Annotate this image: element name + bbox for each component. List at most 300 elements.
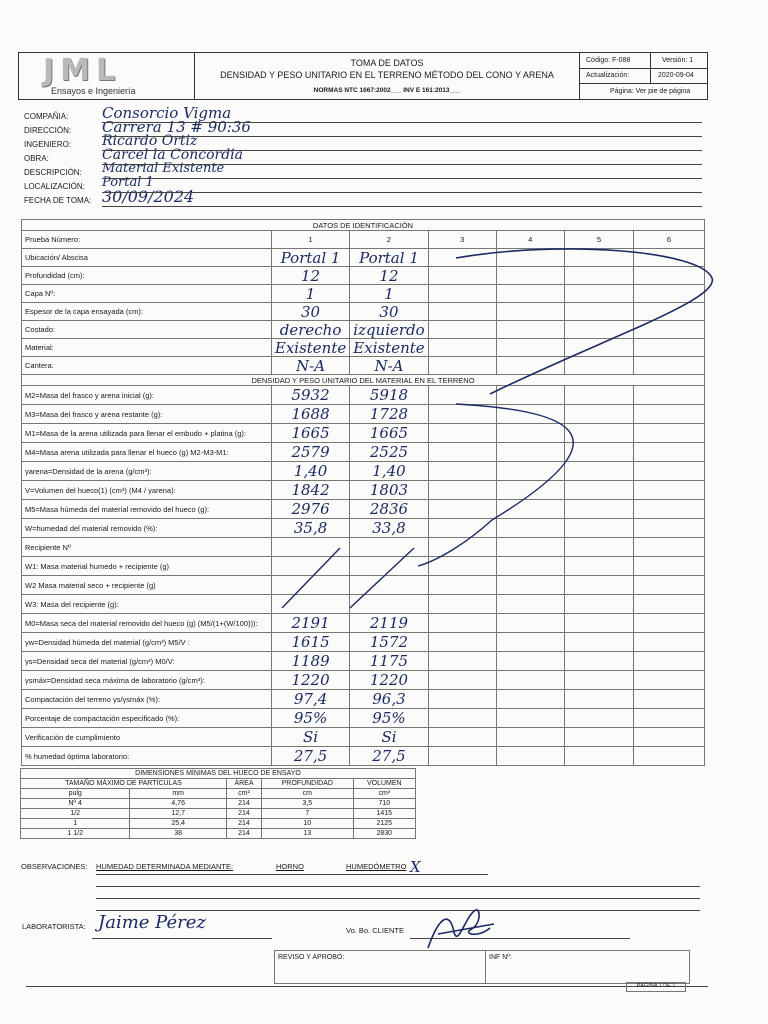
empty-cell	[564, 321, 633, 339]
density-value-v1: 2191	[271, 614, 349, 633]
density-label: M3=Masa del frasco y arena restante (g):	[22, 405, 272, 424]
empty-cell	[428, 595, 496, 614]
page-ref: Página: Ver pie de página	[610, 88, 691, 95]
empty-cell	[428, 690, 496, 709]
density-label: γw=Densidad húmeda del material (g/cm³) M5/V :	[22, 633, 272, 652]
empty-cell	[633, 285, 704, 303]
density-label: M0=Masa seca del material removido del hueco (g) (M5/(1+(W/100))):	[22, 614, 272, 633]
density-label: V=Volumen del hueco(1) (cm³) (M4 / γarena):	[22, 481, 272, 500]
empty-cell	[428, 481, 496, 500]
code: Código: F-088	[586, 57, 631, 64]
empty-cell	[633, 709, 704, 728]
id-label: Costado:	[22, 321, 272, 339]
empty-cell	[633, 557, 704, 576]
density-value-v2: 2836	[350, 500, 428, 519]
dim-cell: Nº 4	[21, 799, 130, 809]
id-value-v1: Existente	[271, 339, 349, 357]
density-row	[22, 424, 705, 443]
density-row	[22, 405, 705, 424]
density-row	[22, 481, 705, 500]
density-row	[22, 443, 705, 462]
density-label: W1: Masa material humedo + recipiente (g)	[22, 557, 272, 576]
empty-cell	[564, 481, 633, 500]
empty-cell	[496, 538, 564, 557]
id-row	[22, 357, 705, 375]
empty-cell	[496, 285, 564, 303]
id-label: Material:	[22, 339, 272, 357]
section-density: DENSIDAD Y PESO UNITARIO DEL MATERIAL EN EL TERRENO	[22, 375, 705, 386]
density-value-v2: 1220	[350, 671, 428, 690]
empty-cell	[564, 538, 633, 557]
empty-cell	[428, 249, 496, 267]
empty-cell	[496, 424, 564, 443]
empty-cell	[428, 538, 496, 557]
dim-cell: 214	[226, 799, 261, 809]
empty-cell	[564, 709, 633, 728]
empty-cell	[633, 728, 704, 747]
dim-cell: 25,4	[130, 819, 227, 829]
empty-cell	[633, 303, 704, 321]
logo-mark: JML	[43, 53, 122, 88]
empty-cell	[496, 690, 564, 709]
density-value-v2: 1175	[350, 652, 428, 671]
update-label: Actualización:	[586, 72, 630, 79]
density-label: W2 Masa material seco + recipiente (g)	[22, 576, 272, 595]
id-value-v1: 1	[271, 285, 349, 303]
empty-cell	[496, 481, 564, 500]
dim-cell: 7	[262, 809, 354, 819]
density-value-v2	[350, 538, 428, 557]
density-value-v2: 1803	[350, 481, 428, 500]
empty-cell	[496, 671, 564, 690]
date-label: FECHA DE TOMA:	[24, 196, 92, 205]
empty-cell	[496, 519, 564, 538]
empty-cell	[633, 443, 704, 462]
empty-cell	[633, 386, 704, 405]
density-value-v1	[271, 576, 349, 595]
client-approval-label: Vo. Bo. CLIENTE	[346, 926, 404, 935]
dim-cell: 1/2	[21, 809, 130, 819]
density-value-v1	[271, 538, 349, 557]
update-date: 2020-09-04	[658, 72, 694, 79]
lab-name: Jaime Pérez	[98, 912, 206, 933]
engineer-label: INGENIERO:	[24, 140, 72, 149]
density-value-v1: 1189	[271, 652, 349, 671]
id-label: Cantera:	[22, 357, 272, 375]
id-row	[22, 339, 705, 357]
density-value-v1: 1688	[271, 405, 349, 424]
empty-cell	[428, 462, 496, 481]
density-value-v2	[350, 595, 428, 614]
empty-cell	[496, 633, 564, 652]
form-subtitle: DENSIDAD Y PESO UNITARIO EN EL TERRENO MÉTODO DEL CONO Y ARENA	[220, 70, 554, 80]
empty-cell	[496, 249, 564, 267]
id-row	[22, 303, 705, 321]
empty-cell	[428, 652, 496, 671]
density-row	[22, 728, 705, 747]
company-value: Consorcio Vigma	[102, 104, 232, 122]
density-label: γs=Densidad seca del material (g/cm³) M0/V:	[22, 652, 272, 671]
density-value-v1: 2579	[271, 443, 349, 462]
empty-cell	[633, 321, 704, 339]
dim-cell: 12,7	[130, 809, 227, 819]
empty-cell	[496, 652, 564, 671]
id-value-v2: N-A	[350, 357, 428, 375]
density-value-v1: 1842	[271, 481, 349, 500]
company-logo	[19, 53, 195, 99]
empty-cell	[496, 709, 564, 728]
id-value-v1: 30	[271, 303, 349, 321]
density-value-v2: 27,5	[350, 747, 428, 766]
dim-cell: 1	[21, 819, 130, 829]
id-label: Ubicación/ Abscisa	[22, 249, 272, 267]
dim-row	[21, 809, 416, 819]
density-value-v1: 97,4	[271, 690, 349, 709]
dim-header-size: TAMAÑO MÁXIMO DE PARTÍCULAS	[21, 779, 227, 789]
humedometro-option: HUMEDÓMETRO	[346, 862, 407, 871]
density-value-v1: 2976	[271, 500, 349, 519]
client-signature	[420, 904, 500, 956]
date-value: 30/09/2024	[102, 187, 195, 206]
empty-cell	[428, 557, 496, 576]
empty-cell	[564, 519, 633, 538]
empty-cell	[496, 357, 564, 375]
column-number: 3	[428, 231, 496, 249]
project-value: Carcel la Concordia	[102, 147, 243, 163]
empty-cell	[633, 538, 704, 557]
location-value: Portal 1	[102, 175, 154, 190]
empty-cell	[633, 405, 704, 424]
empty-cell	[564, 747, 633, 766]
density-value-v1: Si	[271, 728, 349, 747]
oven-option: HORNO	[276, 862, 304, 871]
dim-cell: 214	[226, 829, 261, 839]
dim-row	[21, 819, 416, 829]
logo-subtitle: Ensayos e Ingeniería	[51, 86, 136, 96]
id-value-v2: Portal 1	[350, 249, 428, 267]
density-value-v2: 5918	[350, 386, 428, 405]
empty-cell	[564, 405, 633, 424]
dim-unit-cm2: cm²	[226, 789, 261, 799]
id-value-v1: N-A	[271, 357, 349, 375]
id-value-v2: izquierdo	[350, 321, 428, 339]
id-value-v2: 1	[350, 285, 428, 303]
density-label: W=humedad del material removido (%):	[22, 519, 272, 538]
empty-cell	[428, 386, 496, 405]
dim-cell: 214	[226, 819, 261, 829]
reviewed-label: REVISO Y APROBÓ:	[278, 954, 345, 961]
density-value-v2: 95%	[350, 709, 428, 728]
address-label: DIRECCIÓN:	[24, 126, 72, 135]
empty-cell	[633, 519, 704, 538]
test-number-label: Prueba Número:	[22, 231, 272, 249]
empty-cell	[564, 728, 633, 747]
id-value-v2: 30	[350, 303, 428, 321]
dim-cell: 2125	[353, 819, 415, 829]
empty-cell	[633, 339, 704, 357]
density-row	[22, 576, 705, 595]
project-label: OBRA:	[24, 154, 49, 163]
location-label: LOCALIZACIÓN:	[24, 182, 85, 191]
density-row	[22, 709, 705, 728]
id-row	[22, 249, 705, 267]
address-value: Carrera 13 # 90:36	[102, 118, 251, 136]
empty-cell	[428, 405, 496, 424]
id-label: Espesor de la capa ensayada (cm):	[22, 303, 272, 321]
empty-cell	[564, 614, 633, 633]
dim-row	[21, 799, 416, 809]
empty-cell	[564, 500, 633, 519]
empty-cell	[633, 267, 704, 285]
density-row	[22, 671, 705, 690]
dim-unit-cm: cm	[262, 789, 354, 799]
dimensions-title: DIMENSIONES MÍNIMAS DEL HUECO DE ENSAYO	[21, 769, 416, 779]
density-value-v1: 1665	[271, 424, 349, 443]
section-identification: DATOS DE IDENTIFICACIÓN	[22, 220, 705, 231]
dim-header-depth: PROFUNDIDAD	[262, 779, 354, 789]
column-number: 5	[564, 231, 633, 249]
engineer-value: Ricardo Ortiz	[102, 133, 198, 149]
empty-cell	[633, 690, 704, 709]
empty-cell	[564, 690, 633, 709]
density-row	[22, 652, 705, 671]
dim-header-volume: VOLUMEN	[353, 779, 415, 789]
empty-cell	[428, 321, 496, 339]
empty-cell	[633, 462, 704, 481]
dim-cell: 10	[262, 819, 354, 829]
empty-cell	[496, 576, 564, 595]
density-label: M4=Masa arena utilizada para llenar el hueco (g) M2-M3-M1:	[22, 443, 272, 462]
empty-cell	[496, 595, 564, 614]
density-value-v2: 1572	[350, 633, 428, 652]
dim-cell: 1 1/2	[21, 829, 130, 839]
column-number: 6	[633, 231, 704, 249]
empty-cell	[564, 285, 633, 303]
dim-cell: 13	[262, 829, 354, 839]
empty-cell	[564, 267, 633, 285]
empty-cell	[564, 462, 633, 481]
density-value-v1: 1220	[271, 671, 349, 690]
empty-cell	[564, 576, 633, 595]
dim-cell: 3,5	[262, 799, 354, 809]
empty-cell	[428, 709, 496, 728]
empty-cell	[496, 747, 564, 766]
density-label: Compactación del terreno γs/γsmáx (%):	[22, 690, 272, 709]
empty-cell	[428, 576, 496, 595]
empty-cell	[564, 633, 633, 652]
density-value-v1: 95%	[271, 709, 349, 728]
empty-cell	[428, 747, 496, 766]
dimensions-table	[20, 768, 416, 839]
empty-cell	[428, 519, 496, 538]
empty-cell	[564, 249, 633, 267]
density-value-v1: 5932	[271, 386, 349, 405]
empty-cell	[428, 285, 496, 303]
description-value: Material Existente	[102, 161, 225, 176]
approval-box	[274, 950, 690, 984]
density-value-v1: 1,40	[271, 462, 349, 481]
empty-cell	[496, 557, 564, 576]
density-label: γsmáx=Densidad seca máxima de laboratorio (g/cm³):	[22, 671, 272, 690]
company-label: COMPAÑIA:	[24, 112, 69, 121]
density-label: Verificación de cumplimiento	[22, 728, 272, 747]
id-value-v1: Portal 1	[271, 249, 349, 267]
empty-cell	[428, 267, 496, 285]
empty-cell	[496, 405, 564, 424]
empty-cell	[633, 249, 704, 267]
density-row	[22, 633, 705, 652]
empty-cell	[428, 728, 496, 747]
id-value-v1: derecho	[271, 321, 349, 339]
empty-cell	[496, 462, 564, 481]
density-value-v2: 1665	[350, 424, 428, 443]
empty-cell	[564, 357, 633, 375]
dim-unit-cm3: cm³	[353, 789, 415, 799]
empty-cell	[428, 424, 496, 443]
test-data-table	[21, 219, 705, 766]
dim-cell: 710	[353, 799, 415, 809]
density-row	[22, 500, 705, 519]
empty-cell	[496, 500, 564, 519]
id-row	[22, 321, 705, 339]
empty-cell	[564, 671, 633, 690]
observations-text: HUMEDAD DETERMINADA MEDIANTE:	[96, 862, 234, 871]
density-label: W3: Masa del recipiente (g):	[22, 595, 272, 614]
density-label: % humedad óptima laboratorio:	[22, 747, 272, 766]
empty-cell	[633, 424, 704, 443]
column-number: 1	[271, 231, 349, 249]
dim-row	[21, 829, 416, 839]
density-value-v2: 96,3	[350, 690, 428, 709]
dim-cell: 2830	[353, 829, 415, 839]
density-row	[22, 595, 705, 614]
empty-cell	[428, 614, 496, 633]
humedometro-check: X	[410, 858, 421, 876]
density-value-v2	[350, 576, 428, 595]
empty-cell	[564, 595, 633, 614]
empty-cell	[428, 671, 496, 690]
density-label: M5=Masa húmeda del material removido del hueco (g):	[22, 500, 272, 519]
empty-cell	[496, 321, 564, 339]
empty-cell	[428, 443, 496, 462]
empty-cell	[633, 500, 704, 519]
density-row	[22, 557, 705, 576]
dim-unit-in: pulg	[21, 789, 130, 799]
dim-cell: 1415	[353, 809, 415, 819]
empty-cell	[633, 595, 704, 614]
id-label: Capa Nº:	[22, 285, 272, 303]
page-number: PÁGINA 1 DE 1	[626, 982, 686, 992]
density-label: Porcentaje de compactación especificado (%):	[22, 709, 272, 728]
empty-cell	[633, 614, 704, 633]
density-value-v2: 1,40	[350, 462, 428, 481]
dim-cell: 4,76	[130, 799, 227, 809]
empty-cell	[564, 424, 633, 443]
density-value-v1: 27,5	[271, 747, 349, 766]
density-value-v2: 33,8	[350, 519, 428, 538]
density-value-v1: 35,8	[271, 519, 349, 538]
empty-cell	[633, 671, 704, 690]
empty-cell	[564, 443, 633, 462]
empty-cell	[496, 303, 564, 321]
density-label: Recipiente Nº	[22, 538, 272, 557]
empty-cell	[428, 633, 496, 652]
empty-cell	[564, 339, 633, 357]
density-value-v1: 1615	[271, 633, 349, 652]
density-row	[22, 690, 705, 709]
id-value-v1: 12	[271, 267, 349, 285]
id-row	[22, 285, 705, 303]
empty-cell	[564, 652, 633, 671]
empty-cell	[633, 747, 704, 766]
empty-cell	[633, 357, 704, 375]
column-header-row	[22, 231, 705, 249]
density-label: M2=Masa del frasco y arena inicial (g):	[22, 386, 272, 405]
id-row	[22, 267, 705, 285]
observations-label: OBSERVACIONES:	[21, 862, 88, 871]
density-value-v1	[271, 595, 349, 614]
lab-label: LABORATORISTA:	[22, 922, 86, 931]
density-label: M1=Masa de la arena utilizada para llenar el embudo + platina (g):	[22, 424, 272, 443]
density-label: γarena=Densidad de la arena (g/cm³):	[22, 462, 272, 481]
density-value-v2: 2525	[350, 443, 428, 462]
empty-cell	[428, 303, 496, 321]
empty-cell	[496, 443, 564, 462]
empty-cell	[496, 386, 564, 405]
density-row	[22, 538, 705, 557]
empty-cell	[496, 728, 564, 747]
empty-cell	[428, 500, 496, 519]
empty-cell	[496, 339, 564, 357]
density-value-v1	[271, 557, 349, 576]
form-header	[18, 52, 708, 100]
id-label: Profundidad (cm):	[22, 267, 272, 285]
empty-cell	[633, 481, 704, 500]
empty-cell	[633, 633, 704, 652]
dim-cell: 214	[226, 809, 261, 819]
norms: NORMAS NTC 1667:2002___ INV E 161:2013___	[313, 87, 461, 94]
empty-cell	[633, 576, 704, 595]
dim-header-area: ÁREA	[226, 779, 261, 789]
density-row	[22, 462, 705, 481]
empty-cell	[564, 557, 633, 576]
density-value-v2: 2119	[350, 614, 428, 633]
density-row	[22, 747, 705, 766]
dim-cell: 38	[130, 829, 227, 839]
id-value-v2: Existente	[350, 339, 428, 357]
density-row	[22, 386, 705, 405]
report-number-label: INF Nº:	[489, 954, 512, 961]
empty-cell	[496, 267, 564, 285]
density-value-v2	[350, 557, 428, 576]
density-row	[22, 614, 705, 633]
column-number: 4	[496, 231, 564, 249]
version: Versión: 1	[662, 57, 694, 64]
density-value-v2: 1728	[350, 405, 428, 424]
empty-cell	[496, 614, 564, 633]
form-title: TOMA DE DATOS	[350, 58, 424, 68]
empty-cell	[633, 652, 704, 671]
density-row	[22, 519, 705, 538]
id-value-v2: 12	[350, 267, 428, 285]
density-value-v2: Si	[350, 728, 428, 747]
empty-cell	[428, 357, 496, 375]
column-number: 2	[350, 231, 428, 249]
empty-cell	[564, 303, 633, 321]
empty-cell	[428, 339, 496, 357]
empty-cell	[564, 386, 633, 405]
dim-unit-mm: mm	[130, 789, 227, 799]
